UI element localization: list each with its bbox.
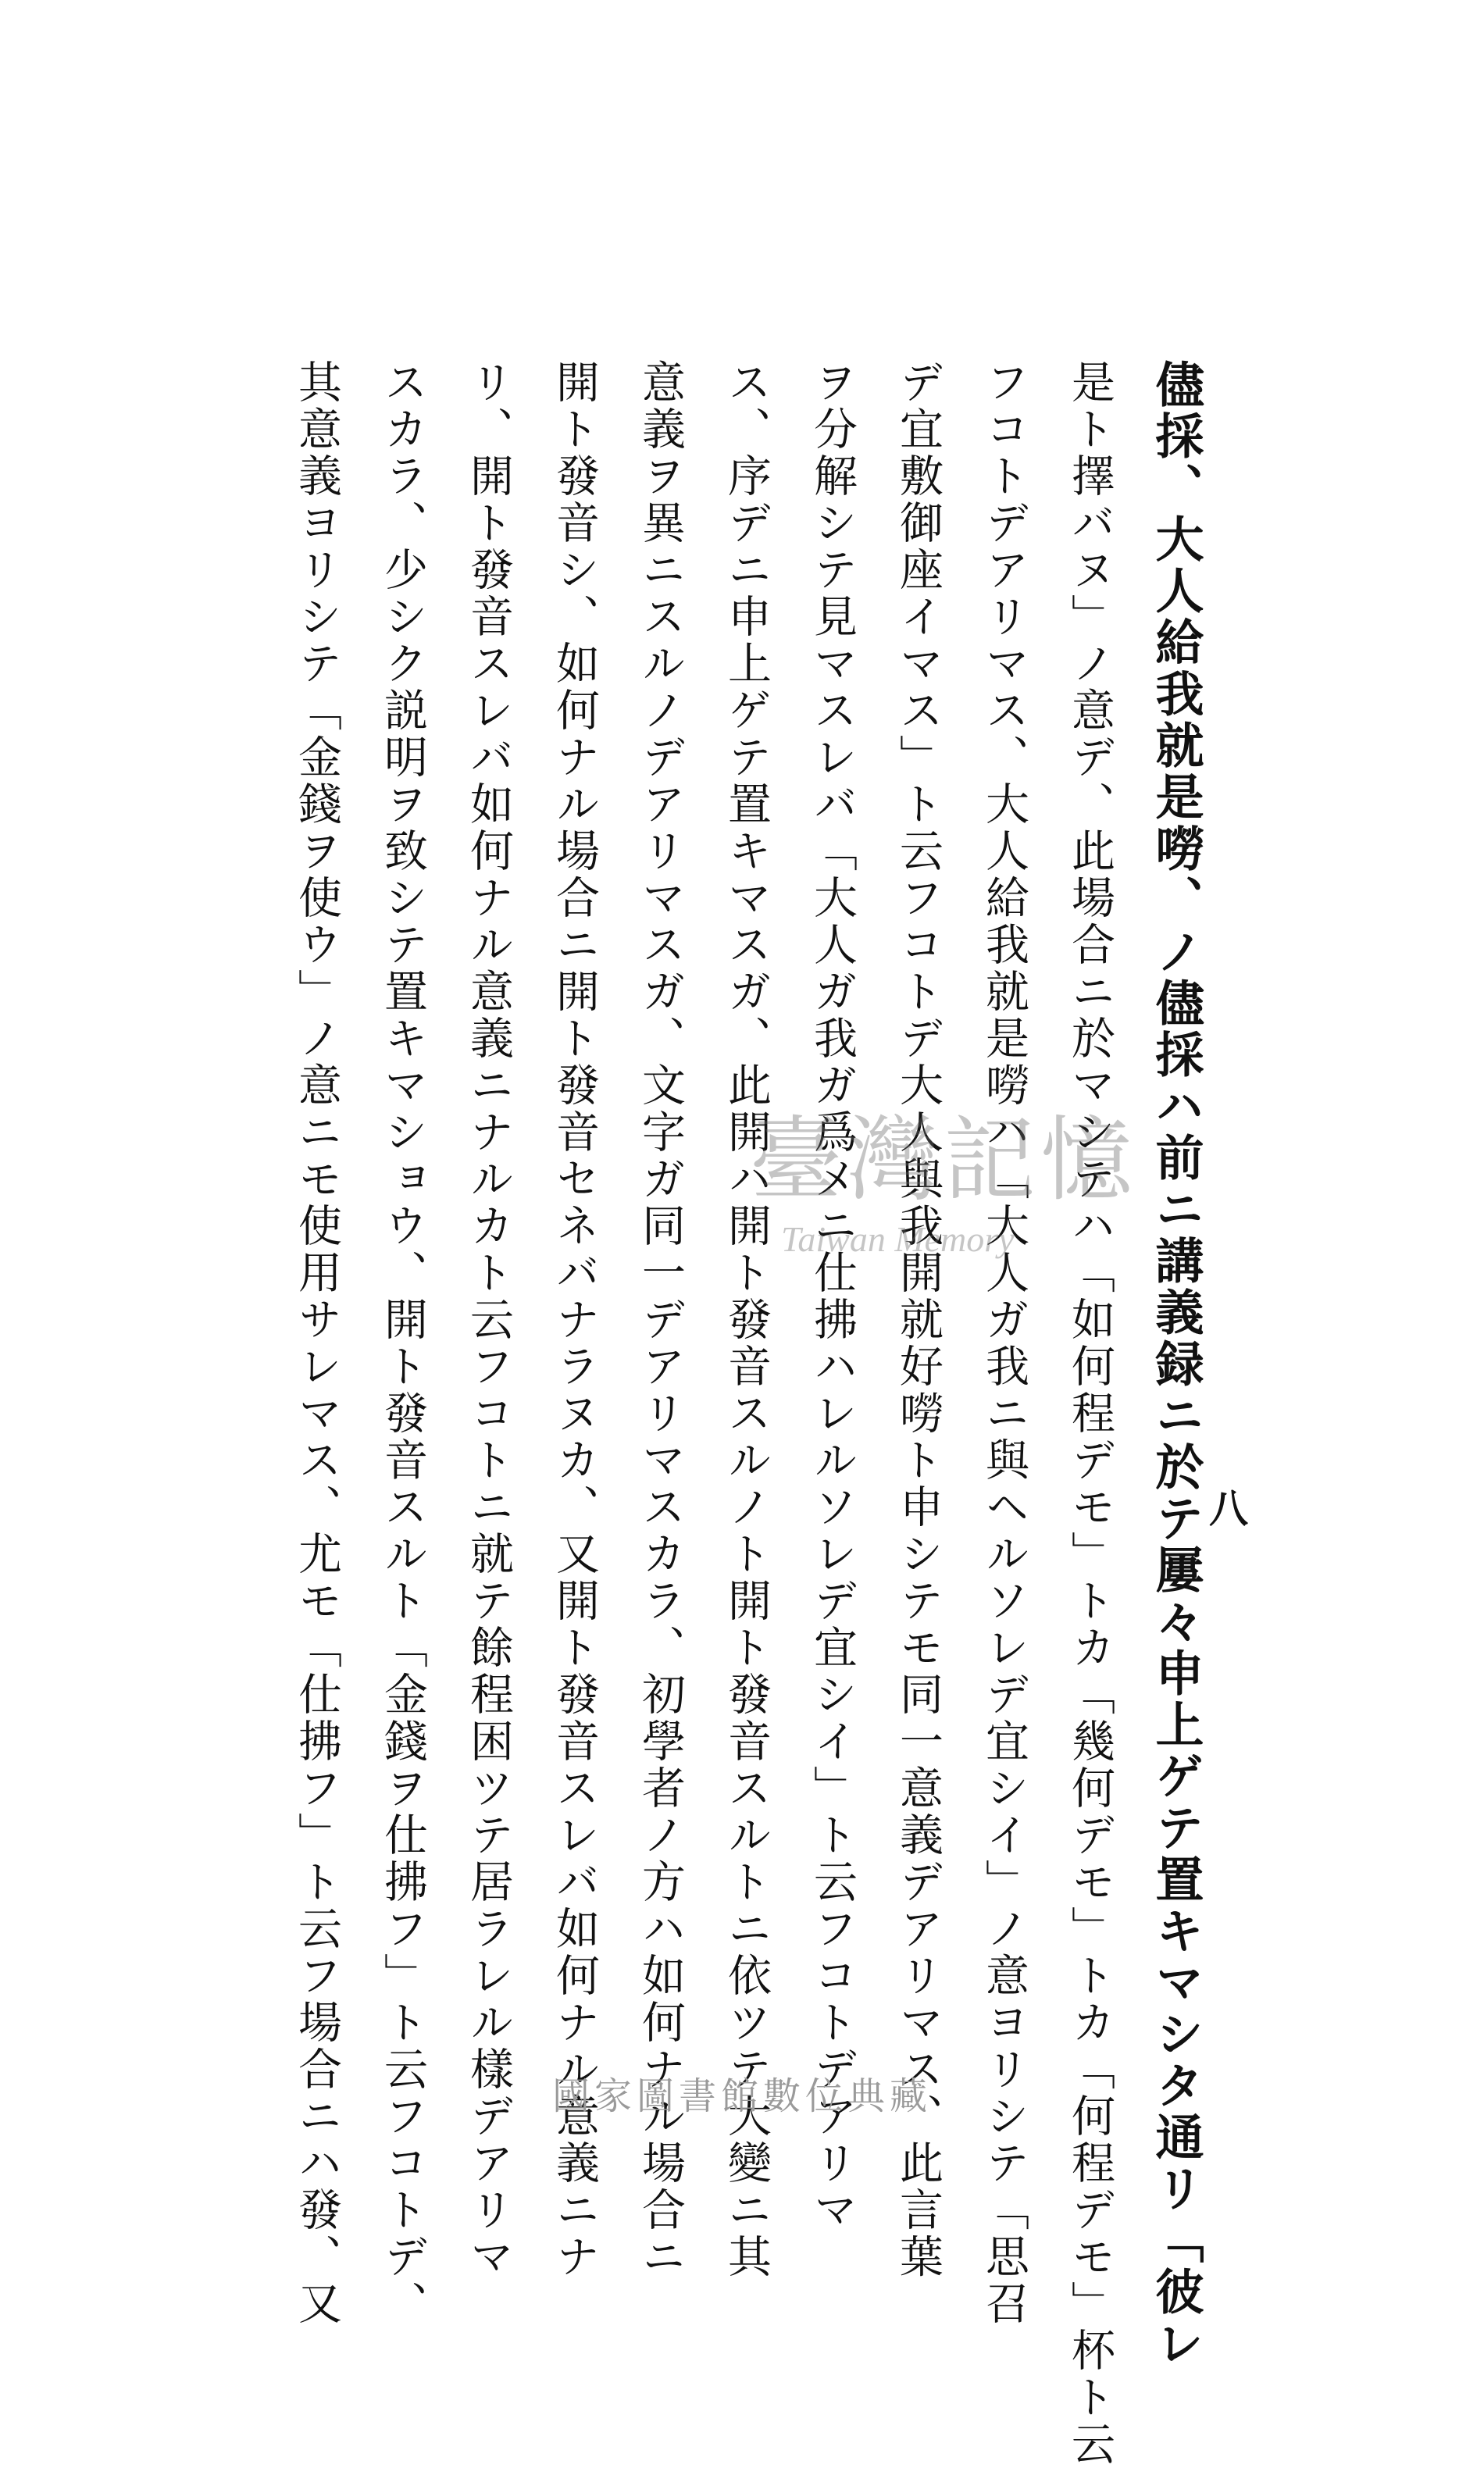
watermark-chinese-text: 臺灣記憶 [750, 1106, 1138, 1214]
text-line-6: ス、序デニ申上ゲテ置キマスガ、此開ハ開ト發音スルノト開ト發音スルトニ依ツテ大變ニ其 [721, 359, 772, 2281]
watermark-english-text: Taiwan Memory [781, 1219, 1015, 1259]
text-line-2: 是ト擇バヌ」ノ意デ、此場合ニ於マシテハ「如何程デモ」トカ「幾何デモ」トカ「何程デモ」杯ト云 [1065, 359, 1115, 2468]
text-line-7: 意義ヲ異ニスルノデアリマスガ、文字ガ同一デアリマスカラ、初學者ノ方ハ如何ナル場合ニ [635, 359, 686, 2281]
footer-credit: 國家圖書館數位典藏 [551, 2074, 932, 2118]
page-number: 八 [1203, 1488, 1249, 1527]
text-line-10: スカラ、少シク説明ヲ致シテ置キマショウ、開ト發音スルト「金錢ヲ仕拂フ」ト云フコトデ、 [377, 359, 428, 2327]
text-line-11: 其意義ヨリシテ「金錢ヲ使ウ」ノ意ニモ使用サレマス、尤モ「仕拂フ」ト云フ場合ニハ發、又 [291, 359, 342, 2327]
text-line-5: ヲ分解シテ見マスレバ「大人ガ我ガ爲メニ仕拂ハレルソレデ宜シイ」ト云フコトデアリマ [807, 359, 858, 2234]
text-line-9: リ、開ト發音スレバ如何ナル意義ニナルカト云フコトニ就テ餘程困ツテ居ラレル樣デアリマ [463, 359, 514, 2281]
text-line-1: 儘採、大人給我就是嘮、ノ儘採ハ前ニ講義録ニ於テ屢々申上ゲテ置キマシタ通リ「彼レ [1147, 359, 1204, 2370]
text-line-3: フコトデアリマス、大人給我就是嘮ハ「大人ガ我ニ與ヘルソレデ宜シイ」ノ意ヨリシテ「思召 [979, 359, 1029, 2327]
text-line-8: 開ト發音シ、如何ナル場合ニ開ト發音セネバナラヌカ、又開ト發音スレバ如何ナル意義ニナ [549, 359, 600, 2281]
text-line-4: デ宜敷御座イマス」ト云フコトデ大人與我開就好嘮ト申シテモ同一意義デアリマス、此言葉 [893, 359, 944, 2281]
